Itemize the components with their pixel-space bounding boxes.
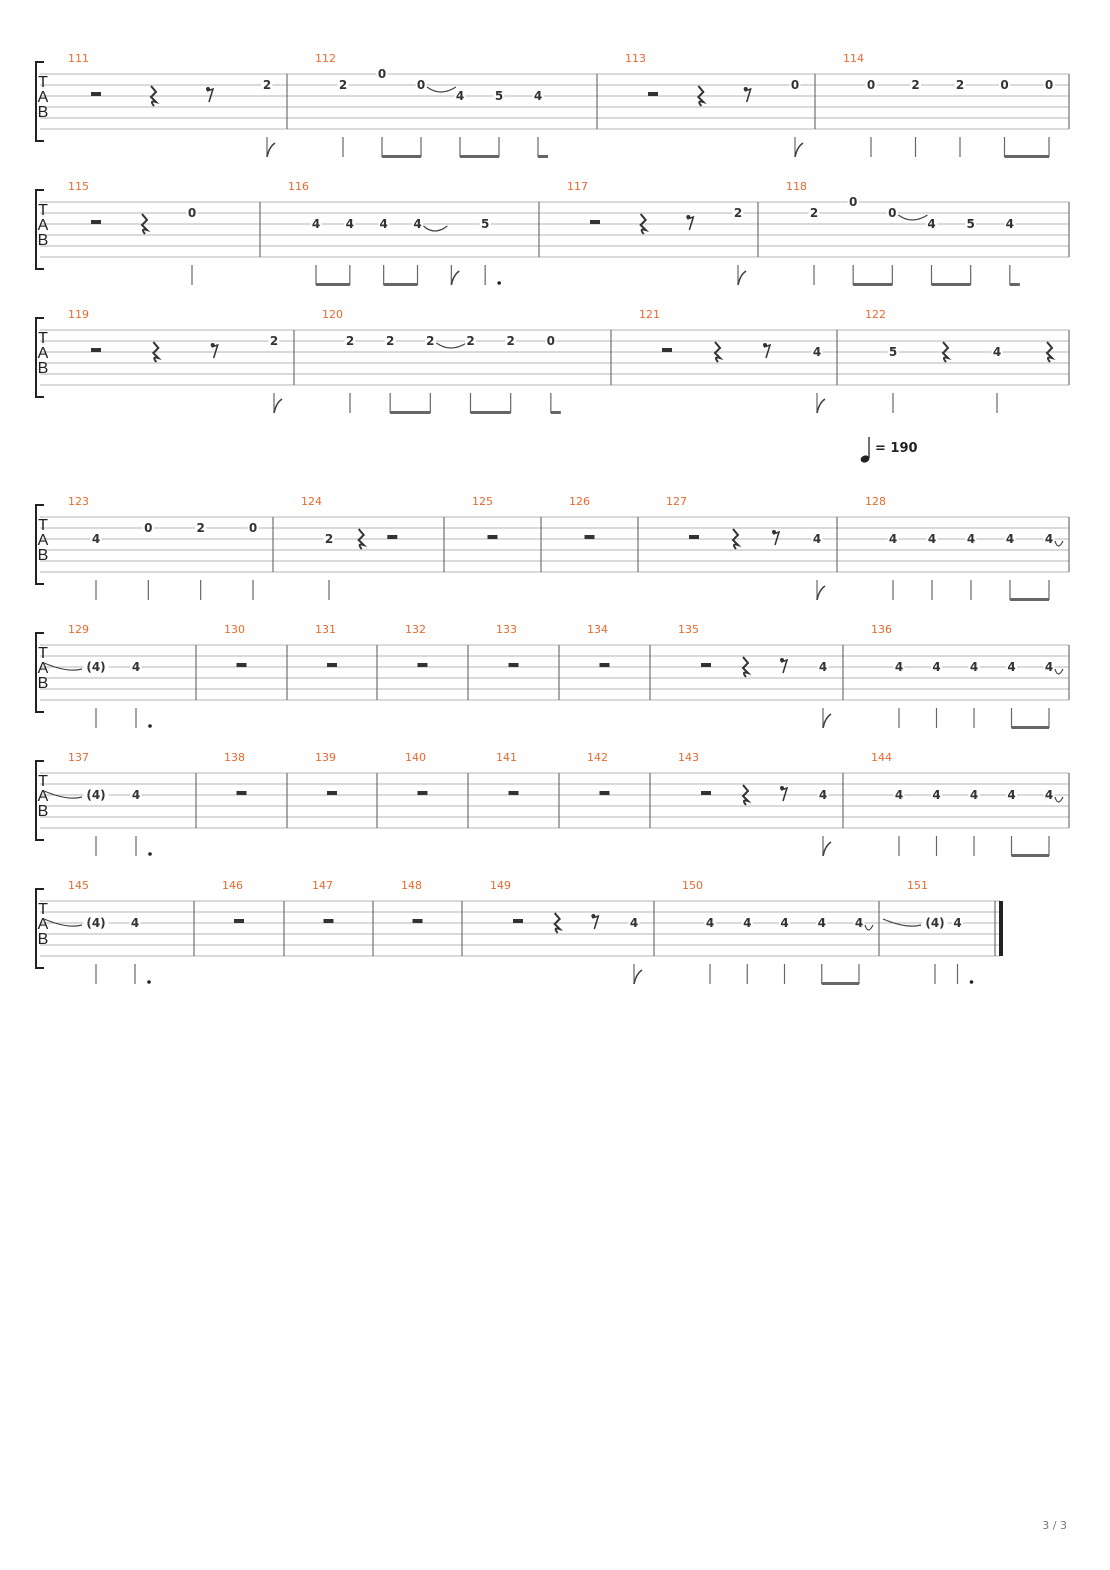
tie — [1055, 541, 1063, 546]
beam — [384, 283, 418, 286]
fret-number: 2 — [955, 78, 965, 92]
final-barline — [999, 901, 1003, 956]
measure-number: 119 — [68, 308, 89, 321]
fret-number: 2 — [809, 206, 819, 220]
fret-number: 0 — [790, 78, 800, 92]
fret-number: 4 — [91, 532, 101, 546]
measure-number: 120 — [322, 308, 343, 321]
fret-number: 2 — [426, 334, 435, 348]
fret-number: 4 — [629, 916, 639, 930]
fret-number: 4 — [413, 217, 422, 231]
tab-clef-letter: B — [37, 232, 49, 249]
fret-number: 4 — [379, 217, 388, 231]
fret-number: 0 — [1044, 78, 1054, 92]
fret-number: 2 — [196, 521, 205, 535]
half-rest — [689, 535, 699, 539]
measure — [322, 308, 561, 414]
fret-number: 4 — [854, 916, 864, 930]
fret-number: 4 — [780, 916, 789, 930]
measure-number: 129 — [68, 623, 89, 636]
measure-number: 127 — [666, 495, 687, 508]
tab-system — [36, 879, 1003, 985]
fret-number: 2 — [269, 334, 279, 348]
measure-number: 136 — [871, 623, 892, 636]
measure — [682, 879, 873, 985]
fret-number: 2 — [466, 334, 475, 348]
measure — [68, 180, 198, 285]
fret-number: 0 — [248, 521, 258, 535]
fret-number: 4 — [131, 788, 141, 802]
measure — [490, 879, 642, 984]
measure-number: 118 — [786, 180, 807, 193]
fret-number: 0 — [888, 206, 897, 220]
tab-clef-letter: T — [38, 773, 48, 790]
fret-number: 0 — [416, 78, 426, 92]
measure-number: 128 — [865, 495, 886, 508]
fret-number: 4 — [818, 788, 828, 802]
beam — [538, 155, 548, 158]
duration-dot — [970, 980, 974, 984]
measure-number: 133 — [496, 623, 517, 636]
whole-rest — [600, 663, 610, 667]
half-rest — [91, 220, 101, 224]
whole-rest — [488, 535, 498, 539]
fret-number: (4) — [925, 916, 945, 930]
half-rest — [590, 220, 600, 224]
fret-number: 5 — [494, 89, 504, 103]
measure-number: 125 — [472, 495, 493, 508]
tab-clef-letter: B — [37, 803, 49, 820]
measure — [625, 52, 803, 157]
measure-number: 132 — [405, 623, 426, 636]
tab-clef-letter: A — [37, 916, 49, 933]
fret-number: 2 — [338, 78, 348, 92]
measure — [301, 495, 397, 600]
measure-number: 117 — [567, 180, 588, 193]
fret-number: (4) — [86, 788, 106, 802]
measure-number: 144 — [871, 751, 892, 764]
measure — [678, 623, 831, 728]
measure-number: 137 — [68, 751, 89, 764]
measure — [44, 751, 152, 856]
tie — [436, 343, 466, 348]
fret-number: 0 — [187, 206, 197, 220]
whole-rest — [234, 919, 244, 923]
tab-clef-letter: A — [37, 532, 49, 549]
fret-number: 0 — [1000, 78, 1009, 92]
tie — [427, 87, 456, 92]
fret-number: 0 — [848, 195, 858, 209]
measure-number: 134 — [587, 623, 608, 636]
beam — [1012, 726, 1050, 729]
measure-number: 150 — [682, 879, 703, 892]
eighth-flag — [451, 271, 459, 285]
tab-clef-letter: T — [38, 330, 48, 347]
eighth-flag — [817, 399, 825, 413]
tab-clef-letter: A — [37, 660, 49, 677]
measure — [44, 879, 151, 984]
fret-number: 0 — [866, 78, 876, 92]
beam — [390, 411, 430, 414]
half-rest — [648, 92, 658, 96]
tab-clef-letter: A — [37, 89, 49, 106]
duration-dot — [148, 724, 152, 728]
measure-number: 130 — [224, 623, 245, 636]
fret-number: 4 — [812, 345, 822, 359]
measure-number: 146 — [222, 879, 243, 892]
half-rest — [701, 791, 711, 795]
measure-number: 113 — [625, 52, 646, 65]
fret-number: 4 — [1044, 788, 1054, 802]
fret-number: 4 — [817, 916, 826, 930]
tie — [865, 925, 873, 930]
duration-dot — [497, 281, 501, 285]
fret-number: 4 — [812, 532, 822, 546]
fret-number: 4 — [1005, 217, 1015, 231]
fret-number: 5 — [966, 217, 975, 231]
fret-number: 4 — [705, 916, 715, 930]
fret-number: 4 — [927, 217, 936, 231]
fret-number: 4 — [1044, 660, 1054, 674]
fret-number: (4) — [86, 660, 106, 674]
fret-number: 4 — [455, 89, 465, 103]
whole-rest — [509, 663, 519, 667]
measure-number: 138 — [224, 751, 245, 764]
fret-number: 4 — [1007, 660, 1016, 674]
fret-number: 2 — [385, 334, 395, 348]
fret-number: 4 — [533, 89, 543, 103]
beam — [932, 283, 971, 286]
fret-number: 4 — [969, 660, 979, 674]
measure-number: 135 — [678, 623, 699, 636]
beam — [382, 155, 421, 158]
whole-rest — [418, 791, 428, 795]
beam — [1010, 598, 1049, 601]
fret-number: 2 — [262, 78, 272, 92]
tab-clef-letter: T — [38, 202, 48, 219]
beam — [822, 982, 859, 985]
measure-number: 111 — [68, 52, 89, 65]
eighth-flag — [738, 271, 746, 285]
fret-number: 0 — [377, 67, 387, 81]
fret-number: 0 — [144, 521, 153, 535]
measure — [315, 52, 548, 158]
measure-number: 141 — [496, 751, 517, 764]
measure-number: 151 — [907, 879, 928, 892]
fret-number: 4 — [818, 660, 828, 674]
fret-number: (4) — [86, 916, 106, 930]
measure — [68, 308, 282, 413]
half-rest — [662, 348, 672, 352]
measure-number: 147 — [312, 879, 333, 892]
tab-clef-letter: B — [37, 547, 49, 564]
measure-number: 116 — [288, 180, 309, 193]
whole-rest — [509, 791, 519, 795]
fret-number: 4 — [927, 532, 937, 546]
tab-clef-letter: B — [37, 104, 49, 121]
tab-clef-letter: A — [37, 788, 49, 805]
measure — [288, 180, 501, 286]
fret-number: 2 — [911, 78, 920, 92]
whole-rest — [585, 535, 595, 539]
measure-number: 121 — [639, 308, 660, 321]
fret-number: 4 — [131, 660, 141, 674]
tab-clef-letter: T — [38, 74, 48, 91]
beam — [316, 283, 350, 286]
eighth-flag — [274, 399, 282, 413]
measure-number: 123 — [68, 495, 89, 508]
measure-number: 149 — [490, 879, 511, 892]
measure-number: 143 — [678, 751, 699, 764]
tab-clef-letter: T — [38, 645, 48, 662]
duration-dot — [147, 980, 151, 984]
beam — [551, 411, 561, 414]
fret-number: 4 — [345, 217, 355, 231]
beam — [1005, 155, 1050, 158]
measure — [871, 751, 1063, 857]
whole-rest — [327, 663, 337, 667]
fret-number: 2 — [506, 334, 515, 348]
fret-number: 4 — [311, 217, 321, 231]
tab-system — [36, 180, 1069, 286]
measure — [843, 52, 1055, 158]
eighth-flag — [267, 143, 275, 157]
tie — [1055, 797, 1063, 802]
fret-number: 4 — [888, 532, 898, 546]
fret-number: 2 — [733, 206, 743, 220]
measure-number: 114 — [843, 52, 864, 65]
tab-clef-letter: B — [37, 931, 49, 948]
half-rest — [387, 535, 397, 539]
tab-system — [36, 623, 1069, 729]
fret-number: 4 — [953, 916, 962, 930]
tab-clef-letter: A — [37, 345, 49, 362]
beam — [460, 155, 499, 158]
tab-system — [36, 437, 1069, 601]
eighth-flag — [823, 714, 831, 728]
eighth-flag — [634, 970, 642, 984]
measure-number: 142 — [587, 751, 608, 764]
whole-rest — [237, 663, 247, 667]
measure — [666, 495, 825, 600]
tab-clef-letter: A — [37, 217, 49, 234]
eighth-flag — [817, 586, 825, 600]
measure — [786, 180, 1020, 286]
whole-rest — [327, 791, 337, 795]
whole-rest — [324, 919, 334, 923]
fret-number: 4 — [969, 788, 979, 802]
fret-number: 2 — [345, 334, 355, 348]
measure-number: 115 — [68, 180, 89, 193]
measure — [68, 52, 275, 157]
tie — [1055, 669, 1063, 674]
half-rest — [701, 663, 711, 667]
fret-number: 4 — [932, 660, 941, 674]
fret-number: 5 — [888, 345, 898, 359]
measure — [567, 180, 746, 285]
fret-number: 4 — [743, 916, 752, 930]
fret-number: 5 — [480, 217, 490, 231]
measure-number: 140 — [405, 751, 426, 764]
tie — [898, 215, 927, 220]
beam — [1012, 854, 1050, 857]
measure — [639, 308, 825, 413]
fret-number: 4 — [1005, 532, 1015, 546]
fret-number: 0 — [546, 334, 556, 348]
tab-clef-letter: T — [38, 901, 48, 918]
tab-system — [36, 308, 1069, 414]
whole-rest — [237, 791, 247, 795]
fret-number: 4 — [894, 660, 904, 674]
measure-number: 131 — [315, 623, 336, 636]
whole-rest — [413, 919, 423, 923]
tab-clef-letter: T — [38, 517, 48, 534]
measure — [44, 623, 152, 728]
measure-number: 124 — [301, 495, 322, 508]
beam — [853, 283, 892, 286]
beam — [1010, 283, 1020, 286]
page-number: 3 / 3 — [1042, 1519, 1067, 1532]
fret-number: 4 — [1007, 788, 1016, 802]
fret-number: 4 — [932, 788, 941, 802]
measure-number: 145 — [68, 879, 89, 892]
tie — [424, 226, 448, 231]
eighth-flag — [823, 842, 831, 856]
fret-number: 2 — [324, 532, 334, 546]
fret-number: 4 — [966, 532, 976, 546]
tab-clef-letter: B — [37, 675, 49, 692]
beam — [471, 411, 511, 414]
measure — [883, 879, 973, 984]
half-rest — [91, 348, 101, 352]
half-rest — [513, 919, 523, 923]
measure — [865, 308, 1052, 413]
measure-number: 139 — [315, 751, 336, 764]
tab-system — [36, 52, 1069, 158]
measure — [871, 623, 1063, 729]
eighth-flag — [795, 143, 803, 157]
measure-number: 122 — [865, 308, 886, 321]
measure-number: 112 — [315, 52, 336, 65]
whole-rest — [418, 663, 428, 667]
fret-number: 4 — [894, 788, 904, 802]
measure — [678, 751, 831, 856]
whole-rest — [600, 791, 610, 795]
tab-clef-letter: B — [37, 360, 49, 377]
fret-number: 4 — [1044, 532, 1054, 546]
fret-number: 4 — [992, 345, 1002, 359]
measure — [68, 495, 259, 600]
measure — [865, 495, 1063, 601]
half-rest — [91, 92, 101, 96]
measure-number: 148 — [401, 879, 422, 892]
measure-number: 126 — [569, 495, 590, 508]
duration-dot — [148, 852, 152, 856]
tempo-marking: = 190 — [875, 441, 918, 456]
fret-number: 4 — [130, 916, 140, 930]
tab-system — [36, 751, 1069, 857]
